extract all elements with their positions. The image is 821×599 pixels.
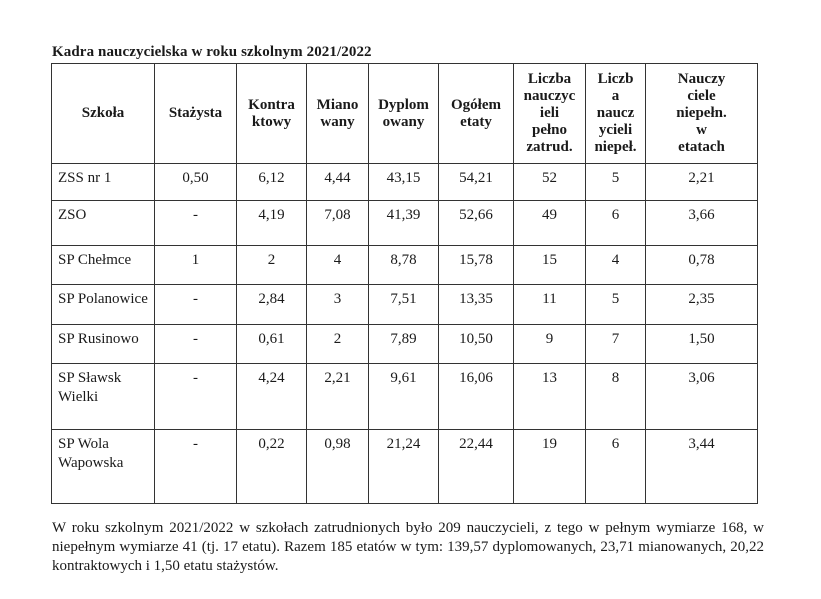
cell-total-fte: 52,66 bbox=[439, 201, 514, 246]
cell-total-fte: 22,44 bbox=[439, 430, 514, 504]
cell-fulltime-count: 15 bbox=[514, 246, 586, 285]
table-row bbox=[52, 246, 758, 285]
cell-contract: 0,61 bbox=[237, 325, 307, 364]
cell-certified: 7,51 bbox=[369, 285, 439, 325]
cell-school-name: SP Rusinowo bbox=[52, 325, 155, 364]
header-total-fte: Ogółem etaty bbox=[439, 64, 514, 164]
summary-paragraph: W roku szkolnym 2021/2022 w szkołach zatrudnionych było 209 nauczycieli, z tego w pełnym wymiarze 168, w niepełnym wymiarze 41 (tj. 17 etatu). Razem 185 etatów w tym: 139,57 dyplomowanych, 23,71 mianowanych, 20,22 kontraktowych i 1,50 etatu stażystów. bbox=[52, 520, 764, 574]
cell-contract: 4,24 bbox=[237, 364, 307, 430]
header-parttime-count: Liczb a naucz ycieli niepeł. bbox=[586, 64, 646, 164]
cell-school-name: SP Polanowice bbox=[52, 285, 155, 325]
cell-fulltime-count: 19 bbox=[514, 430, 586, 504]
cell-certified: 41,39 bbox=[369, 201, 439, 246]
table-row bbox=[52, 201, 758, 246]
cell-appointed: 3 bbox=[307, 285, 369, 325]
cell-fulltime-count: 9 bbox=[514, 325, 586, 364]
cell-trainee: 1 bbox=[155, 246, 237, 285]
cell-fulltime-count: 11 bbox=[514, 285, 586, 325]
cell-contract: 6,12 bbox=[237, 164, 307, 201]
cell-total-fte: 16,06 bbox=[439, 364, 514, 430]
cell-appointed: 2 bbox=[307, 325, 369, 364]
cell-parttime-fte: 3,06 bbox=[646, 364, 758, 430]
cell-certified: 8,78 bbox=[369, 246, 439, 285]
cell-parttime-count: 6 bbox=[586, 430, 646, 504]
cell-school-name: SP Sławsk Wielki bbox=[52, 364, 155, 430]
cell-total-fte: 13,35 bbox=[439, 285, 514, 325]
table-title: Kadra nauczycielska w roku szkolnym 2021/2022 bbox=[52, 44, 372, 60]
cell-parttime-count: 7 bbox=[586, 325, 646, 364]
cell-total-fte: 15,78 bbox=[439, 246, 514, 285]
table-row bbox=[52, 285, 758, 325]
header-trainee bbox=[155, 64, 237, 164]
cell-school-name: ZSO bbox=[52, 201, 155, 246]
cell-fulltime-count: 13 bbox=[514, 364, 586, 430]
cell-trainee: - bbox=[155, 201, 237, 246]
teacher-staff-table bbox=[51, 63, 758, 504]
cell-parttime-fte: 1,50 bbox=[646, 325, 758, 364]
cell-appointed: 2,21 bbox=[307, 364, 369, 430]
cell-fulltime-count: 52 bbox=[514, 164, 586, 201]
cell-trainee: - bbox=[155, 430, 237, 504]
cell-appointed: 4,44 bbox=[307, 164, 369, 201]
cell-trainee: - bbox=[155, 364, 237, 430]
cell-parttime-count: 5 bbox=[586, 285, 646, 325]
cell-certified: 7,89 bbox=[369, 325, 439, 364]
header-certified: Dyplom owany bbox=[369, 64, 439, 164]
table-row bbox=[52, 430, 758, 504]
cell-appointed: 4 bbox=[307, 246, 369, 285]
cell-total-fte: 10,50 bbox=[439, 325, 514, 364]
header-appointed: Miano wany bbox=[307, 64, 369, 164]
cell-trainee: - bbox=[155, 325, 237, 364]
cell-certified: 43,15 bbox=[369, 164, 439, 201]
cell-parttime-fte: 2,21 bbox=[646, 164, 758, 201]
table-row bbox=[52, 325, 758, 364]
table-row bbox=[52, 164, 758, 201]
cell-contract: 2,84 bbox=[237, 285, 307, 325]
table-row bbox=[52, 364, 758, 430]
cell-fulltime-count: 49 bbox=[514, 201, 586, 246]
cell-trainee: - bbox=[155, 285, 237, 325]
header-row bbox=[52, 64, 758, 164]
cell-total-fte: 54,21 bbox=[439, 164, 514, 201]
header-contract: Kontra ktowy bbox=[237, 64, 307, 164]
cell-appointed: 0,98 bbox=[307, 430, 369, 504]
cell-parttime-count: 8 bbox=[586, 364, 646, 430]
cell-certified: 21,24 bbox=[369, 430, 439, 504]
cell-parttime-count: 4 bbox=[586, 246, 646, 285]
cell-parttime-count: 5 bbox=[586, 164, 646, 201]
cell-parttime-fte: 3,44 bbox=[646, 430, 758, 504]
cell-contract: 4,19 bbox=[237, 201, 307, 246]
header-school bbox=[52, 64, 155, 164]
cell-parttime-fte: 0,78 bbox=[646, 246, 758, 285]
cell-parttime-count: 6 bbox=[586, 201, 646, 246]
header-trainee-text: Stażysta bbox=[168, 105, 223, 121]
cell-parttime-fte: 3,66 bbox=[646, 201, 758, 246]
cell-contract: 2 bbox=[237, 246, 307, 285]
header-parttime-fte: Nauczy ciele niepełn. w etatach bbox=[646, 64, 758, 164]
cell-school-name: SP Chełmce bbox=[52, 246, 155, 285]
cell-trainee: 0,50 bbox=[155, 164, 237, 201]
header-fulltime-count: Liczba nauczyc ieli pełno zatrud. bbox=[514, 64, 586, 164]
cell-parttime-fte: 2,35 bbox=[646, 285, 758, 325]
cell-appointed: 7,08 bbox=[307, 201, 369, 246]
header-school-text: Szkoła bbox=[81, 105, 125, 121]
cell-certified: 9,61 bbox=[369, 364, 439, 430]
cell-school-name: SP Wola Wapowska bbox=[52, 430, 155, 504]
cell-school-name: ZSS nr 1 bbox=[52, 164, 155, 201]
cell-contract: 0,22 bbox=[237, 430, 307, 504]
